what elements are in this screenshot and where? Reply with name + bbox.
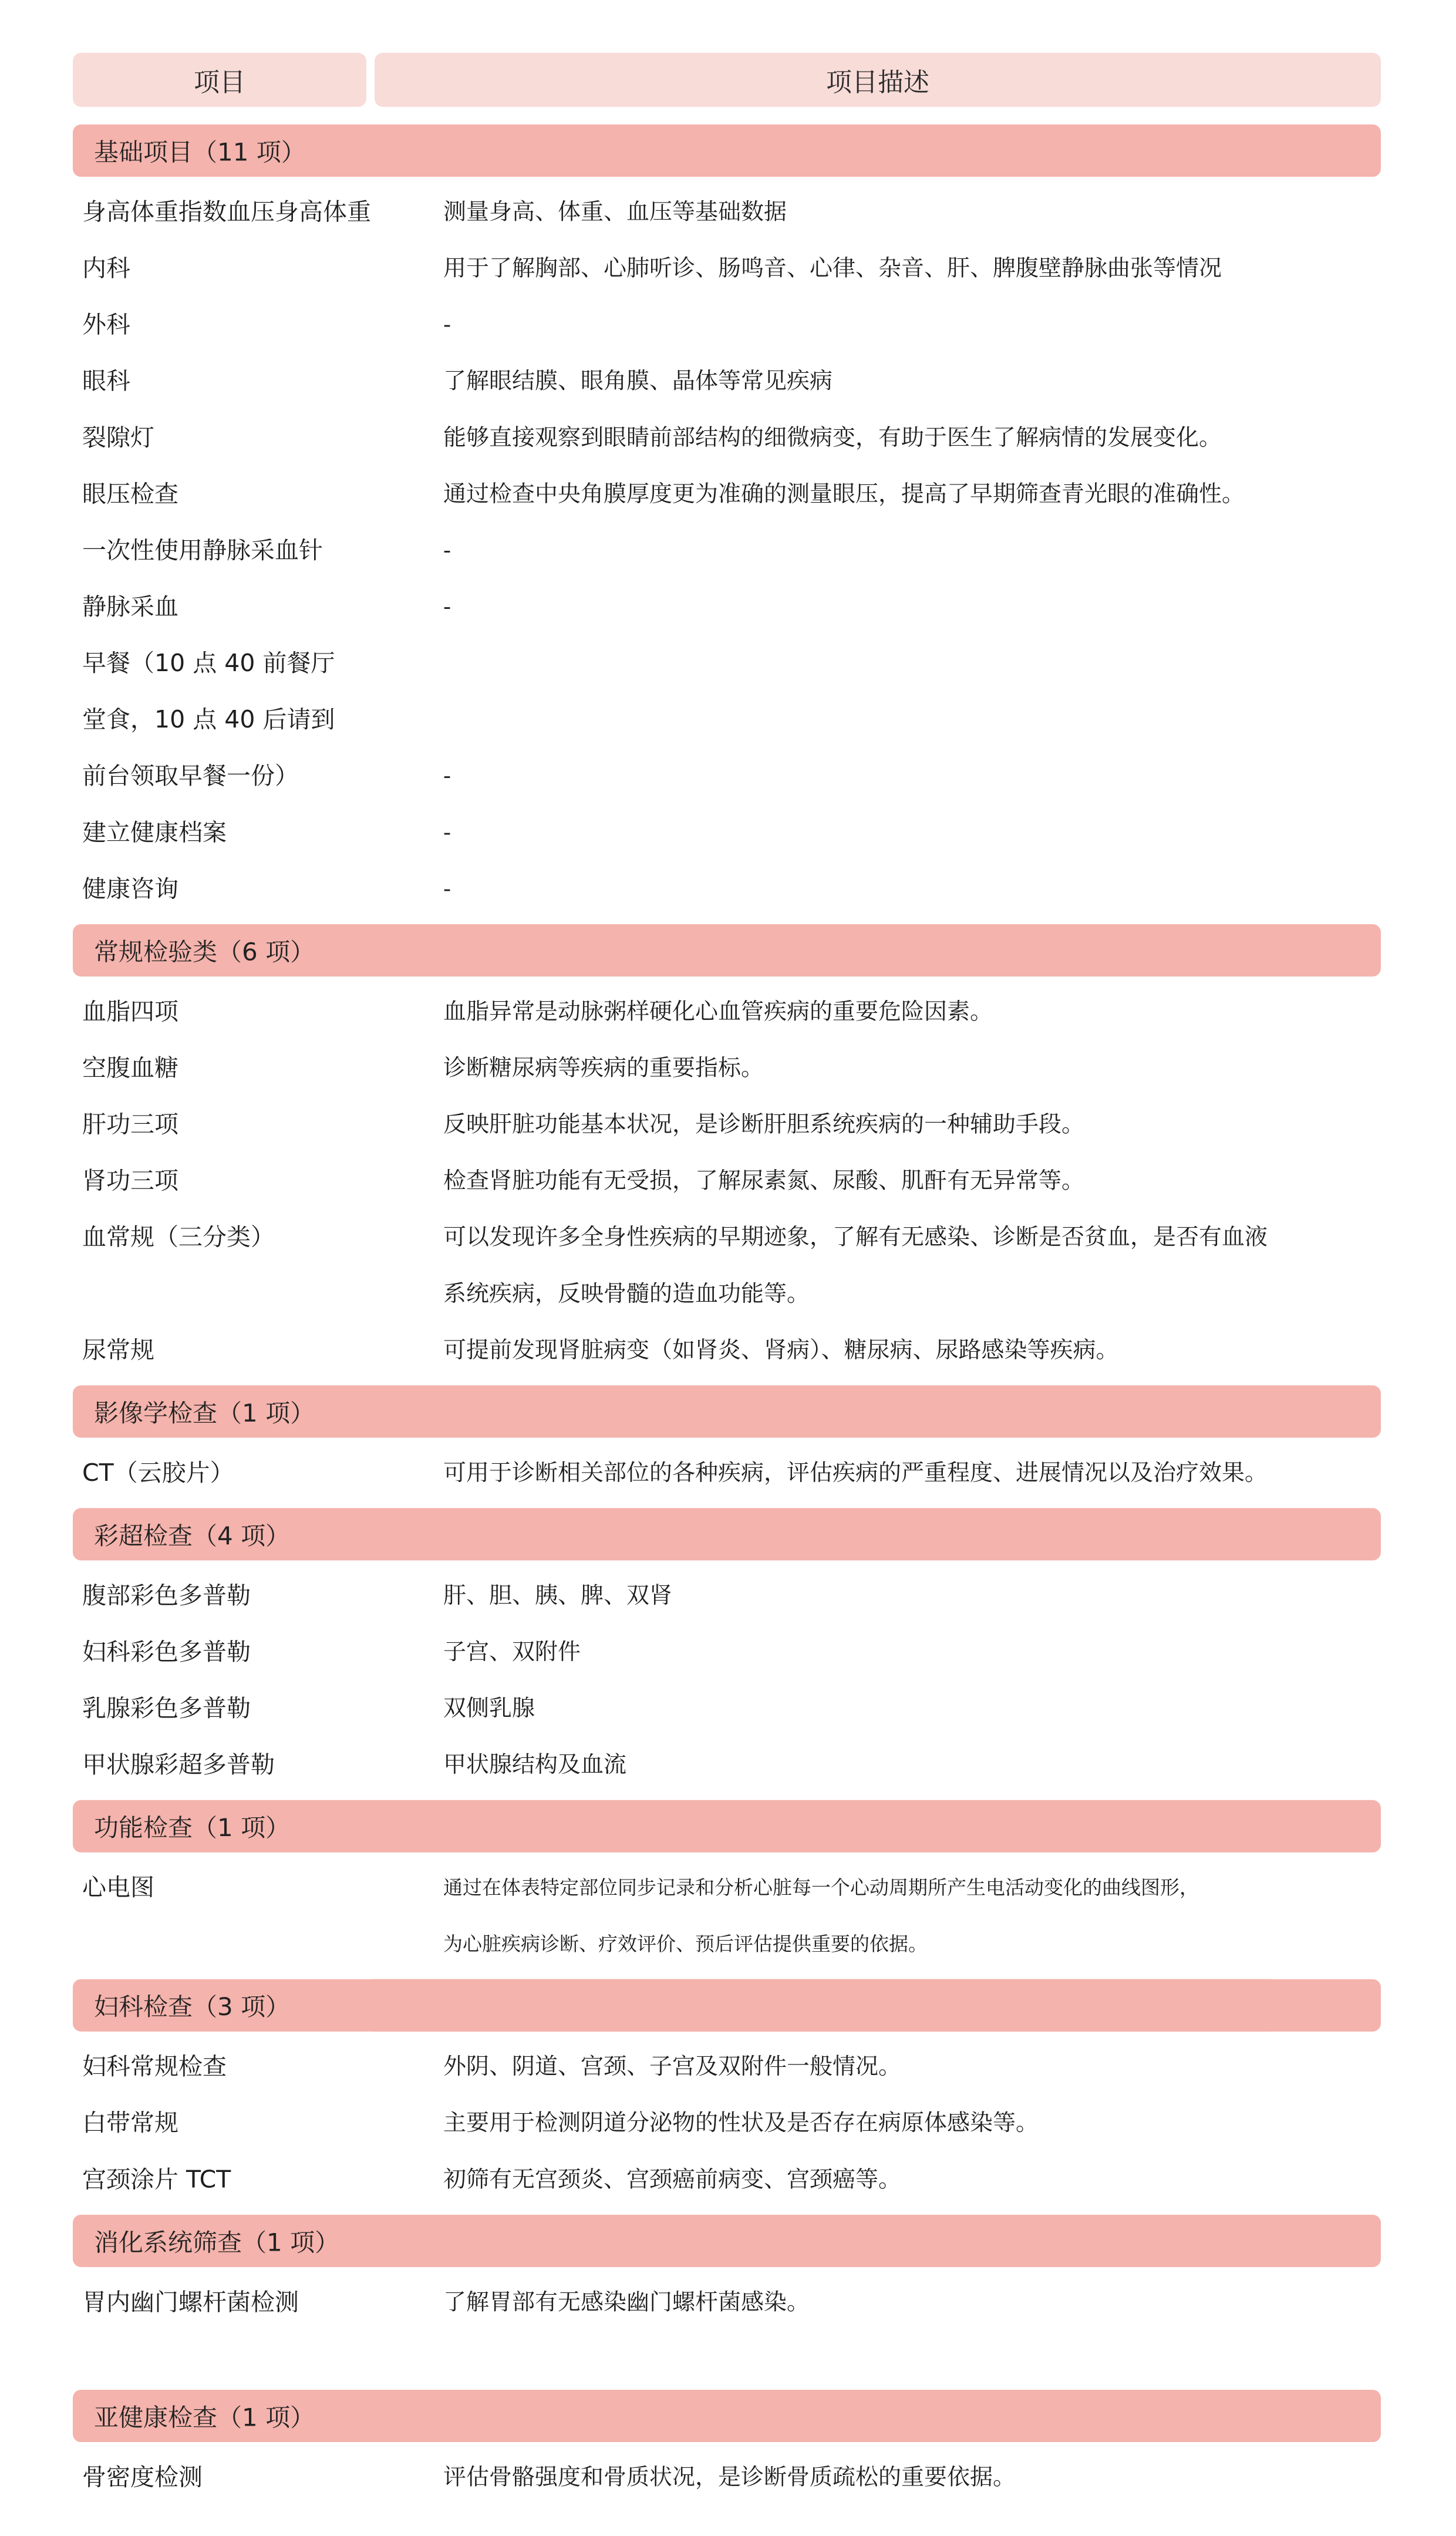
item-description: - xyxy=(443,875,451,902)
item-description: 了解胃部有无感染幽门螺杆菌感染。 xyxy=(443,2289,810,2316)
section-header: 彩超检查（4 项） xyxy=(73,1508,1381,1560)
table-row xyxy=(0,466,1456,522)
table-row xyxy=(0,861,1456,917)
item-description: 甲状腺结构及血流 xyxy=(443,1752,627,1778)
table-row xyxy=(0,1737,1456,1793)
item-description: - xyxy=(443,594,451,620)
item-description: - xyxy=(443,537,451,564)
item-description: 评估骨骼强度和骨质状况，是诊断骨质疏松的重要依据。 xyxy=(443,2464,1016,2491)
item-description: 可以发现许多全身性疾病的早期迹象，了解有无感染、诊断是否贫血，是否有血液 系统疾病，反映骨髓的造血功能等。 xyxy=(443,1224,1268,1307)
item-description: 肝、胆、胰、脾、双肾 xyxy=(443,1582,673,1609)
table-row xyxy=(0,2274,1456,2330)
item-description: - xyxy=(443,819,451,846)
item-description: 可用于诊断相关部位的各种疾病，评估疾病的严重程度、进展情况以及治疗效果。 xyxy=(443,1460,1268,1486)
item-name: CT（云胶片） xyxy=(82,1459,234,1487)
item-name: 肝功三项 xyxy=(82,1110,178,1139)
table-row xyxy=(0,1153,1456,1209)
table-row xyxy=(0,1680,1456,1737)
table-row xyxy=(0,2095,1456,2151)
table-row xyxy=(0,184,1456,240)
item-name: 胃内幽门螺杆菌检测 xyxy=(82,2288,299,2316)
item-name: 尿常规 xyxy=(82,1336,154,1364)
item-name: 血常规（三分类） xyxy=(82,1223,275,1251)
item-description: 主要用于检测阴道分泌物的性状及是否存在病原体感染等。 xyxy=(443,2110,1039,2137)
item-description: 子宫、双附件 xyxy=(443,1639,581,1665)
item-name: 肾功三项 xyxy=(82,1166,178,1195)
item-name: 宫颈涂片 TCT xyxy=(82,2165,231,2194)
table-row xyxy=(0,1444,1456,1501)
item-name: 白带常规 xyxy=(82,2109,178,2137)
table-row xyxy=(0,635,1456,804)
item-description: 血脂异常是动脉粥样硬化心血管疾病的重要危险因素。 xyxy=(443,998,993,1025)
table-row xyxy=(0,409,1456,466)
item-description: 通过检查中央角膜厚度更为准确的测量眼压，提高了早期筛查青光眼的准确性。 xyxy=(443,481,1245,507)
item-name: 裂隙灯 xyxy=(82,423,154,452)
column-header-description: 项目描述 xyxy=(375,53,1381,107)
section-header: 影像学检查（1 项） xyxy=(73,1385,1381,1437)
item-description: 能够直接观察到眼睛前部结构的细微病变，有助于医生了解病情的发展变化。 xyxy=(443,425,1222,451)
item-name: 外科 xyxy=(82,310,130,339)
table-row xyxy=(0,804,1456,861)
item-name: 腹部彩色多普勒 xyxy=(82,1581,251,1609)
item-name: 乳腺彩色多普勒 xyxy=(82,1694,251,1722)
item-name: 静脉采血 xyxy=(82,592,178,621)
table-row xyxy=(0,297,1456,353)
table-row xyxy=(0,2151,1456,2208)
table-row xyxy=(0,1624,1456,1680)
table-row xyxy=(0,1096,1456,1153)
item-description: 初筛有无宫颈炎、宫颈癌前病变、宫颈癌等。 xyxy=(443,2166,902,2193)
item-description: 测量身高、体重、血压等基础数据 xyxy=(443,198,787,225)
item-description: 反映肝脏功能基本状况，是诊断肝胆系统疾病的一种辅助手段。 xyxy=(443,1111,1085,1138)
item-description: 诊断糖尿病等疾病的重要指标。 xyxy=(443,1055,764,1082)
item-description: 可提前发现肾脏病变（如肾炎、肾病）、糖尿病、尿路感染等疾病。 xyxy=(443,1337,1119,1363)
item-name: 心电图 xyxy=(82,1873,154,1901)
table-row xyxy=(0,1322,1456,1378)
item-description: 用于了解胸部、心肺听诊、肠鸣音、心律、杂音、肝、脾腹壁静脉曲张等情况 xyxy=(443,255,1222,282)
section-header: 亚健康检查（1 项） xyxy=(73,2390,1381,2442)
item-name: 身高体重指数血压身高体重 xyxy=(82,197,371,226)
item-description: - xyxy=(443,311,451,338)
column-header-item: 项目 xyxy=(73,53,366,107)
item-name: 甲状腺彩超多普勒 xyxy=(82,1750,275,1779)
item-name: 健康咨询 xyxy=(82,874,178,903)
section-header: 消化系统筛查（1 项） xyxy=(73,2215,1381,2267)
section-header: 妇科检查（3 项） xyxy=(73,1979,1381,2032)
item-name: 一次性使用静脉采血针 xyxy=(82,536,323,564)
section-header: 基础项目（11 项） xyxy=(73,124,1381,177)
table-row xyxy=(0,1040,1456,1096)
item-name: 妇科常规检查 xyxy=(82,2052,227,2081)
item-name: 内科 xyxy=(82,254,130,282)
item-description: 通过在体表特定部位同步记录和分析心脏每一个心动周期所产生电活动变化的曲线图形， 为心脏疾病诊断、疗效评价、预后评估提供重要的依据。 xyxy=(443,1876,1199,1956)
table-row xyxy=(0,2039,1456,2095)
table-row xyxy=(0,984,1456,1040)
item-name: 血脂四项 xyxy=(82,997,178,1026)
section-header: 功能检查（1 项） xyxy=(73,1800,1381,1853)
table-row xyxy=(0,240,1456,297)
item-description: - xyxy=(443,763,451,790)
table-row xyxy=(0,1860,1456,1972)
item-name: 建立健康档案 xyxy=(82,818,227,847)
item-name: 眼科 xyxy=(82,367,130,395)
table-row xyxy=(0,1209,1456,1322)
item-name: 骨密度检测 xyxy=(82,2463,203,2491)
item-description: 了解眼结膜、眼角膜、晶体等常见疾病 xyxy=(443,368,833,395)
item-description: 外阴、阴道、宫颈、子宫及双附件一般情况。 xyxy=(443,2053,902,2080)
item-name: 空腹血糖 xyxy=(82,1053,178,1082)
table-row xyxy=(0,579,1456,635)
item-name: 妇科彩色多普勒 xyxy=(82,1638,251,1666)
table-row xyxy=(0,523,1456,579)
table-row xyxy=(0,353,1456,409)
item-description: 双侧乳腺 xyxy=(443,1695,535,1722)
item-name: 眼压检查 xyxy=(82,480,178,508)
table-row xyxy=(0,2449,1456,2505)
item-name: 早餐（10 点 40 前餐厅 堂食，10 点 40 后请到 前台领取早餐一份） xyxy=(82,649,335,790)
table-row xyxy=(0,1567,1456,1624)
section-header: 常规检验类（6 项） xyxy=(73,924,1381,976)
item-description: 检查肾脏功能有无受损，了解尿素氮、尿酸、肌酐有无异常等。 xyxy=(443,1167,1085,1194)
